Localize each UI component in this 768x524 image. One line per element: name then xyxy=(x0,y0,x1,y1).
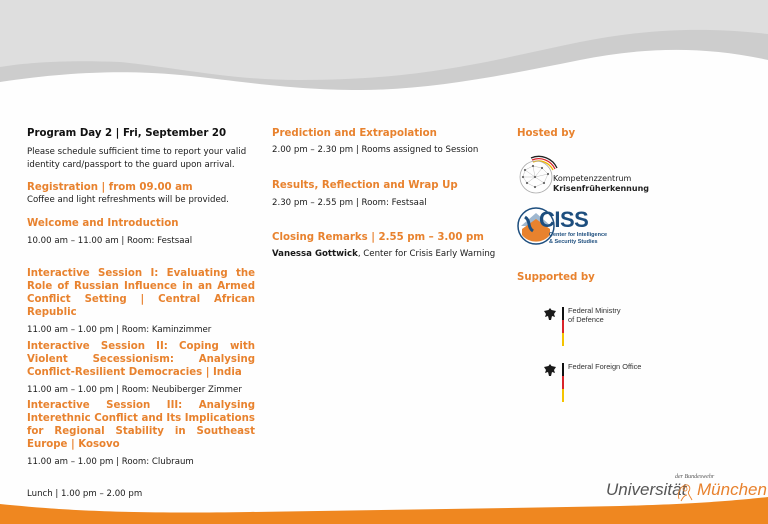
lunch-info: Lunch | 1.00 pm – 2.00 pm xyxy=(27,489,143,499)
bmvg-line-2: of Defence xyxy=(568,314,604,324)
supported-by-heading: Supported by xyxy=(517,272,595,283)
unibw-subtitle: der Bundeswehr xyxy=(675,474,715,480)
unibw-left-word: Universität xyxy=(606,480,687,499)
prediction-heading: Prediction and Extrapolation xyxy=(272,128,437,139)
speaker-name: Vanessa Gottwick xyxy=(272,249,358,259)
closing-speaker-line xyxy=(272,248,508,261)
bmvg-line-1: Federal Ministry xyxy=(568,306,621,315)
session-1-detail: 11.00 am – 1.00 pm | Room: Kaminzimmer xyxy=(27,325,212,335)
registration-heading: Registration | from 09.00 am xyxy=(27,182,193,193)
bottom-wave-decoration xyxy=(0,490,768,524)
program-column-2 xyxy=(272,127,508,261)
kfe-line-2: Krisenfrüherkennung xyxy=(553,184,649,193)
session-2-heading: Interactive Session II: Coping with Violent Secessionism: Analysing Conflict-Resilient Democracies | India xyxy=(27,340,255,378)
welcome-heading: Welcome and Introduction xyxy=(27,217,179,229)
results-detail: 2.30 pm – 2.55 pm | Room: Festsaal xyxy=(272,197,427,208)
kfe-line-1: Kompetenzzentrum xyxy=(553,174,632,183)
ciss-line-2: & Security Studies xyxy=(549,238,598,245)
supporter-logo-bmvg xyxy=(543,305,643,351)
results-heading: Results, Reflection and Wrap Up xyxy=(272,179,458,191)
closing-heading: Closing Remarks | 2.55 pm – 3.00 pm xyxy=(272,232,484,243)
hosted-by-heading: Hosted by xyxy=(517,128,576,139)
registration-detail: Coffee and light refreshments will be provided. xyxy=(27,195,229,205)
top-wave-decoration xyxy=(0,0,768,95)
program-day-title: Program Day 2 | Fri, September 20 xyxy=(27,128,227,139)
session-2-detail: 11.00 am – 1.00 pm | Room: Neubiberger Zimmer xyxy=(27,384,242,395)
id-notice: Please schedule sufficient time to report your valid identity card/passport to the guard upon arrival. xyxy=(27,147,247,170)
session-1-heading: Interactive Session I: Evaluating the Role of Russian Influence in an Armed Conflict Setting | Central African Republic xyxy=(27,268,255,318)
host-logo-kfe xyxy=(517,150,647,198)
prediction-detail: 2.00 pm – 2.30 pm | Rooms assigned to Session xyxy=(272,145,479,155)
unibw-right-word: München xyxy=(697,480,767,499)
aa-line-1: Federal Foreign Office xyxy=(568,362,642,371)
federal-eagle-icon xyxy=(543,363,557,377)
welcome-detail: 10.00 am – 11.00 am | Room: Festsaal xyxy=(27,235,193,246)
speaker-affiliation: , Center for Crisis Early Warning xyxy=(357,249,496,259)
program-column-1 xyxy=(27,127,255,469)
ciss-line-1: Center for Intelligence xyxy=(549,232,608,238)
supporter-logo-foreign-office xyxy=(543,361,643,407)
ciss-wordmark: CISS xyxy=(539,207,589,232)
federal-eagle-icon xyxy=(543,307,557,321)
session-3-detail: 11.00 am – 1.00 pm | Room: Clubraum xyxy=(27,457,194,467)
session-3-heading: Interactive Session III: Analysing Interethnic Conflict and Its Implications for Regional Stability in Southeast Europe | Kosovo xyxy=(27,400,255,450)
host-logo-ciss xyxy=(517,205,617,249)
